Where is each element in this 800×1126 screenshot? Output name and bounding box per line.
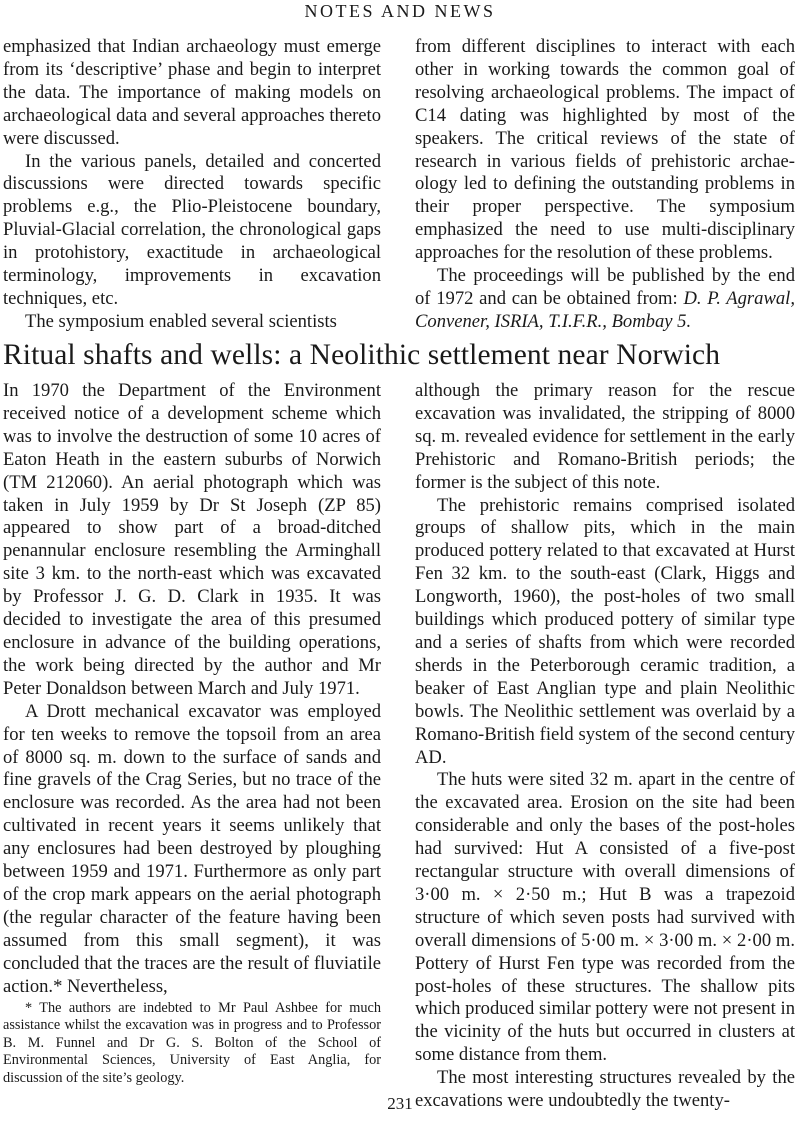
page-number: 231 <box>387 1094 413 1113</box>
paragraph <box>415 495 795 770</box>
era-abbreviation: AD. <box>415 746 447 768</box>
article-left-column <box>3 380 381 998</box>
paragraph: emphasized that Indian archaeology must emerge from its ‘descriptive’ phase and begin to interpret the data. The importance of making models on archaeological data and several approaches thereto were discussed. <box>3 36 381 149</box>
paragraph: In the various panels, detailed and concerted discussions were directed towards specific problems e.g., the Plio-Pleistocene boundary, Pluvial-Glacial correlation, the chronological gaps in protohistory, exactitude in archaeological terminology, improvements in excavation techniques, etc. <box>3 150 381 309</box>
article-right-column <box>415 380 795 1113</box>
footnote: * The authors are indebted to Mr Paul Ashbee for much assistance whilst the excavation was in progress and to Professor B. M. Funnel and Dr G. S. Bolton of the School of Environmental Sciences, University of East Anglia, for discussion of the site’s geology. <box>3 1000 381 1086</box>
contact-address: D. P. Agrawal, Convener, ISRIA, T.I.F.R., Bombay 5. <box>415 287 795 332</box>
paragraph-text: The proceedings will be published by the end of 1972 and can be obtained from: <box>415 265 795 309</box>
top-right-column <box>415 36 795 334</box>
paragraph: The huts were sited 32 m. apart in the centre of the excavated area. Erosion on the site had been considerable and only the bases of the post-holes had survived: Hut A consisted of a five-post rectangular structure with overall dimensions of 3·00 m. × 2·50 m.; Hut B was a trapezoid structure of which seven posts had survived with overall dimensions of 5·00 m. × 3·00 m. × 2·00 m. Pottery of Hurst Fen type was recorded from the post-holes of these structures. The shallow pits which produced similar pottery were not present in the vicinity of the huts but occurred in clusters at some distance from them. <box>415 769 795 1066</box>
paragraph: A Drott mechanical excavator was employed for ten weeks to remove the topsoil from an area of 8000 sq. m. down to the surface of sands and fine gravels of the Crag Series, but no trace of the enclosure was recorded. As the area had not been cultivated in recent years it seems unlikely that any enclosures had been destroyed by ploughing between 1959 and 1971. Furthermore as only part of the crop mark appears on the aerial photograph (the regular character of the feature having been assumed from this small segment), it was concluded that the traces are the result of fluviatile action.* Nevertheless, <box>3 700 381 997</box>
paragraph: The symposium enabled several scientists <box>25 310 337 332</box>
paragraph: from different disciplines to interact with each other in working towards the common goal of resolving archaeological problems. The impact of C14 dating was highlighted by most of the speakers. The critical reviews of the state of research in various fields of prehistoric archaeology led to defining the outstanding problems in their proper perspective. The symposium emphasized the need to use multi-disciplinary approaches for the resolution of these problems. <box>415 36 795 264</box>
top-left-column <box>3 36 381 334</box>
paragraph: In 1970 the Department of the Environment received notice of a development scheme which was to involve the destruction of some 10 acres of Eaton Heath in the eastern suburbs of Norwich (TM 212060). An aerial photograph which was taken in July 1959 by Dr St Joseph (ZP 85) appeared to show part of a broad-ditched penannular enclosure resembling the Arminghall site 3 km. to the north-east which was excavated by Professor J. G. D. Clark in 1935. It was decided to investigate the area of this presumed enclosure in advance of the building operations, the work being directed by the author and Mr Peter Donaldson between March and July 1971. <box>3 380 381 699</box>
paragraph <box>415 265 795 334</box>
article-title: Ritual shafts and wells: a Neolithic settlement near Norwich <box>3 339 721 371</box>
paragraph-text: The prehistoric remains comprised isolated groups of shallow pits, which in the main produced pottery related to that excavated at Hurst Fen 32 km. to the south-east (Clark, Higgs and Longworth, 1960), the post-holes of two small buildings which produced pottery of similar type and a series of shafts from which were recorded sherds in the Peterborough ceramic tradition, a beaker of East Anglian type and plain Neolithic bowls. The Neolithic settlement was overlaid by a Romano-British field system of the second century <box>415 494 795 745</box>
paragraph: although the primary reason for the rescue excavation was invalidated, the stripping of 8000 sq. m. revealed evidence for settlement in the early Prehistoric and Romano-British periods; the former is the subject of this note. <box>415 380 795 493</box>
paragraph: The most interesting structures revealed by the excavations were undoubtedly the twenty- <box>415 1067 795 1112</box>
running-head: NOTES AND NEWS <box>304 1 496 21</box>
